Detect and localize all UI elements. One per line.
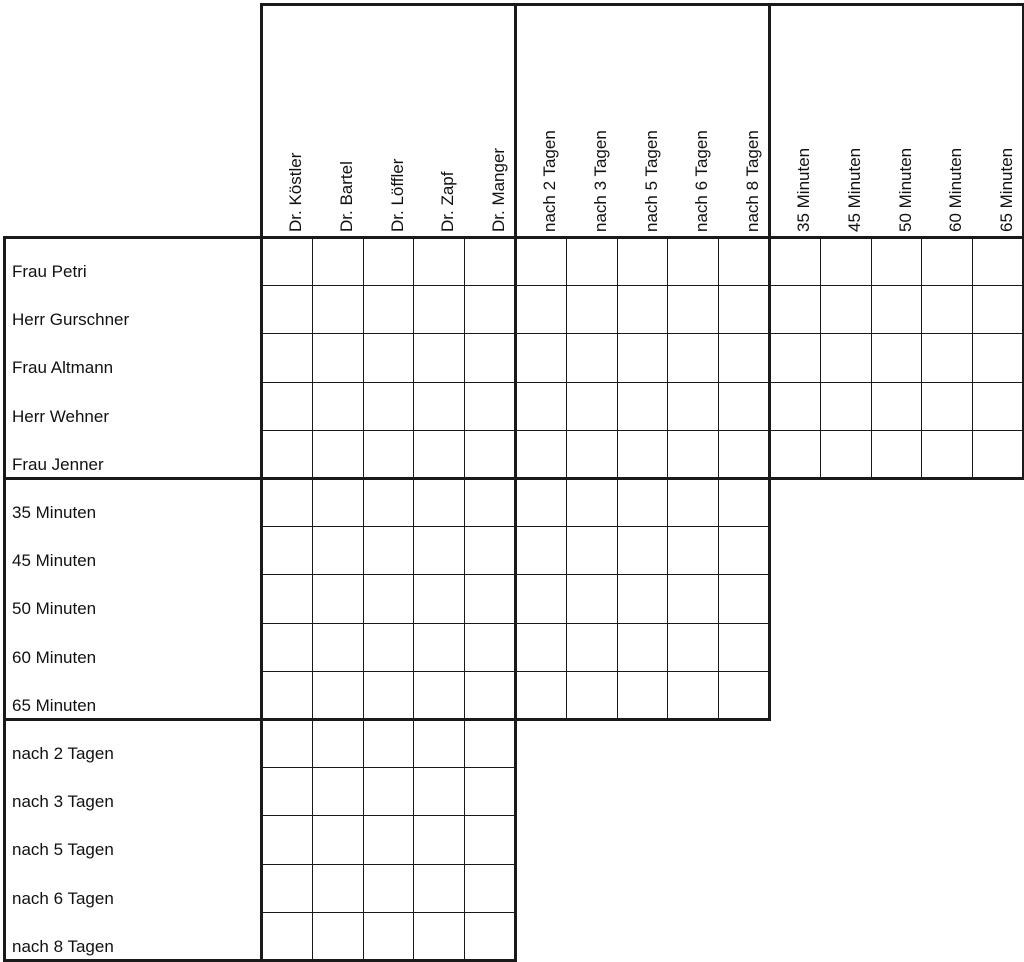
grid-cell[interactable] (261, 815, 313, 864)
row-header-patients: Frau Altmann (12, 358, 114, 378)
row-header-patients: Frau Petri (12, 262, 87, 281)
column-header-label: nach 2 Tagen (540, 130, 559, 232)
grid-cell[interactable] (464, 719, 516, 768)
grid-cell[interactable] (413, 623, 465, 672)
grid-cell[interactable] (667, 526, 719, 575)
column-header-label: 50 Minuten (895, 147, 915, 232)
grid-cell[interactable] (515, 285, 567, 334)
row-header-days: nach 5 Tagen (12, 840, 114, 860)
row-header-minutes: 60 Minuten (12, 647, 97, 667)
row-header-patients: Herr Wehner (12, 406, 109, 426)
column-header-minutes (826, 0, 876, 232)
grid-cell[interactable] (667, 382, 719, 431)
column-header-label: Dr. Löffler (387, 158, 407, 232)
grid-cell[interactable] (972, 333, 1024, 382)
grid-cell[interactable] (312, 285, 364, 334)
grid-cell[interactable] (718, 671, 770, 720)
grid-cell[interactable] (871, 333, 923, 382)
grid-cell[interactable] (261, 237, 313, 286)
grid-cell[interactable] (667, 285, 719, 334)
column-header-days (724, 0, 774, 232)
grid-cell[interactable] (617, 623, 669, 672)
grid-cell[interactable] (515, 333, 567, 382)
grid-cell[interactable] (413, 574, 465, 623)
grid-cell[interactable] (464, 478, 516, 527)
grid-cell[interactable] (769, 237, 821, 286)
column-header-doctors (267, 0, 317, 232)
grid-cell[interactable] (921, 333, 973, 382)
grid-cell[interactable] (413, 333, 465, 382)
grid-cell[interactable] (312, 574, 364, 623)
grid-cell[interactable] (363, 912, 415, 961)
grid-cell[interactable] (464, 333, 516, 382)
grid-cell[interactable] (312, 671, 364, 720)
grid-cell[interactable] (820, 333, 872, 382)
grid-cell[interactable] (617, 333, 669, 382)
grid-cell[interactable] (261, 574, 313, 623)
grid-cell[interactable] (617, 478, 669, 527)
grid-cell[interactable] (413, 864, 465, 913)
grid-cell[interactable] (617, 285, 669, 334)
column-header-doctors (318, 0, 368, 232)
column-header-days (623, 0, 673, 232)
grid-cell[interactable] (261, 333, 313, 382)
column-header-label: nach 6 Tagen (692, 130, 712, 232)
grid-cell[interactable] (566, 430, 618, 479)
grid-cell[interactable] (820, 430, 872, 479)
grid-cell[interactable] (312, 815, 364, 864)
grid-cell[interactable] (871, 430, 923, 479)
grid-cell[interactable] (566, 623, 618, 672)
grid-cell[interactable] (718, 478, 770, 527)
grid-cell[interactable] (515, 237, 567, 286)
column-header-label: 35 Minuten (794, 147, 813, 232)
grid-cell[interactable] (261, 285, 313, 334)
grid-cell[interactable] (566, 333, 618, 382)
grid-cell[interactable] (718, 430, 770, 479)
row-header-days: nach 3 Tagen (12, 792, 114, 812)
grid-cell[interactable] (363, 623, 415, 672)
grid-cell[interactable] (820, 382, 872, 431)
grid-cell[interactable] (363, 864, 415, 913)
row-header-minutes: 65 Minuten (12, 695, 97, 715)
grid-cell[interactable] (363, 285, 415, 334)
grid-cell[interactable] (617, 430, 669, 479)
grid-cell[interactable] (363, 430, 415, 479)
grid-cell[interactable] (261, 719, 313, 768)
column-header-label: Dr. Köstler (286, 152, 305, 232)
grid-cell[interactable] (261, 671, 313, 720)
grid-cell[interactable] (363, 719, 415, 768)
grid-cell[interactable] (363, 815, 415, 864)
column-header-label: nach 5 Tagen (641, 130, 661, 232)
grid-cell[interactable] (617, 382, 669, 431)
grid-cell[interactable] (413, 478, 465, 527)
column-header-days (572, 0, 622, 232)
column-header-days (673, 0, 723, 232)
grid-cell[interactable] (566, 478, 618, 527)
grid-cell[interactable] (413, 237, 465, 286)
column-header-minutes (775, 0, 825, 232)
grid-cell[interactable] (515, 623, 567, 672)
grid-cell[interactable] (667, 237, 719, 286)
grid-cell[interactable] (464, 382, 516, 431)
grid-cell[interactable] (261, 526, 313, 575)
grid-cell[interactable] (464, 526, 516, 575)
grid-cell[interactable] (413, 767, 465, 816)
row-header-days: nach 8 Tagen (12, 936, 114, 956)
column-header-doctors (470, 0, 520, 232)
grid-cell[interactable] (566, 237, 618, 286)
grid-cell[interactable] (566, 382, 618, 431)
grid-cell[interactable] (769, 382, 821, 431)
grid-cell[interactable] (413, 719, 465, 768)
grid-cell[interactable] (515, 478, 567, 527)
grid-cell[interactable] (464, 864, 516, 913)
grid-cell[interactable] (312, 912, 364, 961)
grid-cell[interactable] (261, 912, 313, 961)
grid-cell[interactable] (363, 382, 415, 431)
grid-cell[interactable] (871, 237, 923, 286)
grid-cell[interactable] (464, 767, 516, 816)
grid-cell[interactable] (972, 430, 1024, 479)
grid-cell[interactable] (363, 671, 415, 720)
column-header-label: Dr. Zapf (438, 171, 458, 232)
column-header-days (521, 0, 571, 232)
column-header-minutes (978, 0, 1024, 232)
grid-cell[interactable] (363, 237, 415, 286)
grid-cell[interactable] (820, 285, 872, 334)
row-header-minutes: 50 Minuten (12, 599, 97, 619)
row-header-patients: Frau Jenner (12, 454, 104, 474)
column-header-label: Dr. Bartel (336, 161, 356, 232)
grid-cell[interactable] (566, 671, 618, 720)
column-header-label: Dr. Manger (489, 147, 509, 232)
grid-cell[interactable] (413, 430, 465, 479)
grid-cell[interactable] (312, 526, 364, 575)
grid-cell[interactable] (718, 237, 770, 286)
grid-cell[interactable] (515, 430, 567, 479)
grid-cell[interactable] (261, 478, 313, 527)
grid-cell[interactable] (312, 719, 364, 768)
grid-cell[interactable] (769, 285, 821, 334)
grid-cell[interactable] (718, 382, 770, 431)
grid-cell[interactable] (312, 478, 364, 527)
grid-cell[interactable] (871, 382, 923, 431)
row-header-minutes: 35 Minuten (12, 503, 97, 522)
grid-cell[interactable] (464, 671, 516, 720)
column-header-label: 60 Minuten (946, 147, 966, 232)
grid-cell[interactable] (566, 526, 618, 575)
grid-cell[interactable] (363, 526, 415, 575)
grid-cell[interactable] (261, 623, 313, 672)
grid-cell[interactable] (617, 237, 669, 286)
grid-cell[interactable] (667, 430, 719, 479)
grid-cell[interactable] (464, 574, 516, 623)
grid-cell[interactable] (972, 285, 1024, 334)
grid-cell[interactable] (769, 333, 821, 382)
grid-cell[interactable] (464, 912, 516, 961)
grid-cell[interactable] (312, 767, 364, 816)
grid-cell[interactable] (617, 526, 669, 575)
grid-cell[interactable] (312, 430, 364, 479)
grid-cell[interactable] (921, 382, 973, 431)
grid-cell[interactable] (718, 526, 770, 575)
grid-cell[interactable] (515, 526, 567, 575)
grid-cell[interactable] (921, 285, 973, 334)
grid-cell[interactable] (261, 382, 313, 431)
grid-cell[interactable] (413, 526, 465, 575)
row-header-days: nach 2 Tagen (12, 744, 114, 763)
column-header-label: 45 Minuten (844, 147, 864, 232)
grid-cell[interactable] (972, 382, 1024, 431)
grid-cell[interactable] (413, 671, 465, 720)
grid-cell[interactable] (464, 430, 516, 479)
grid-cell[interactable] (312, 623, 364, 672)
column-header-label: nach 3 Tagen (590, 130, 610, 232)
grid-cell[interactable] (718, 333, 770, 382)
grid-cell[interactable] (566, 285, 618, 334)
grid-cell[interactable] (261, 430, 313, 479)
column-header-label: 65 Minuten (997, 147, 1017, 232)
grid-cell[interactable] (363, 767, 415, 816)
grid-cell[interactable] (515, 382, 567, 431)
grid-cell[interactable] (413, 815, 465, 864)
grid-cell[interactable] (921, 237, 973, 286)
grid-cell[interactable] (871, 285, 923, 334)
grid-cell[interactable] (972, 237, 1024, 286)
column-header-minutes (877, 0, 927, 232)
grid-cell[interactable] (515, 671, 567, 720)
grid-cell[interactable] (413, 285, 465, 334)
grid-cell[interactable] (769, 430, 821, 479)
column-header-minutes (927, 0, 977, 232)
grid-cell[interactable] (566, 574, 618, 623)
grid-cell[interactable] (363, 574, 415, 623)
column-header-doctors (369, 0, 419, 232)
grid-cell[interactable] (261, 864, 313, 913)
grid-cell[interactable] (718, 285, 770, 334)
grid-cell[interactable] (667, 671, 719, 720)
grid-cell[interactable] (312, 864, 364, 913)
row-header-patients: Herr Gurschner (12, 310, 130, 330)
grid-cell[interactable] (261, 767, 313, 816)
grid-cell[interactable] (312, 382, 364, 431)
grid-cell[interactable] (667, 478, 719, 527)
grid-cell[interactable] (413, 912, 465, 961)
grid-cell[interactable] (515, 574, 567, 623)
grid-cell[interactable] (921, 430, 973, 479)
grid-cell[interactable] (718, 623, 770, 672)
column-header-label: nach 8 Tagen (743, 130, 763, 232)
grid-cell[interactable] (820, 237, 872, 286)
grid-cell[interactable] (718, 574, 770, 623)
grid-cell[interactable] (667, 333, 719, 382)
grid-cell[interactable] (363, 333, 415, 382)
grid-cell[interactable] (312, 237, 364, 286)
grid-cell[interactable] (312, 333, 364, 382)
grid-cell[interactable] (667, 623, 719, 672)
row-header-minutes: 45 Minuten (12, 551, 97, 571)
grid-cell[interactable] (464, 623, 516, 672)
grid-cell[interactable] (413, 382, 465, 431)
grid-cell[interactable] (667, 574, 719, 623)
grid-cell[interactable] (363, 478, 415, 527)
grid-cell[interactable] (464, 815, 516, 864)
grid-cell[interactable] (464, 237, 516, 286)
column-header-doctors (419, 0, 469, 232)
grid-cell[interactable] (617, 671, 669, 720)
row-header-days: nach 6 Tagen (12, 888, 114, 908)
grid-cell[interactable] (617, 574, 669, 623)
grid-cell[interactable] (464, 285, 516, 334)
